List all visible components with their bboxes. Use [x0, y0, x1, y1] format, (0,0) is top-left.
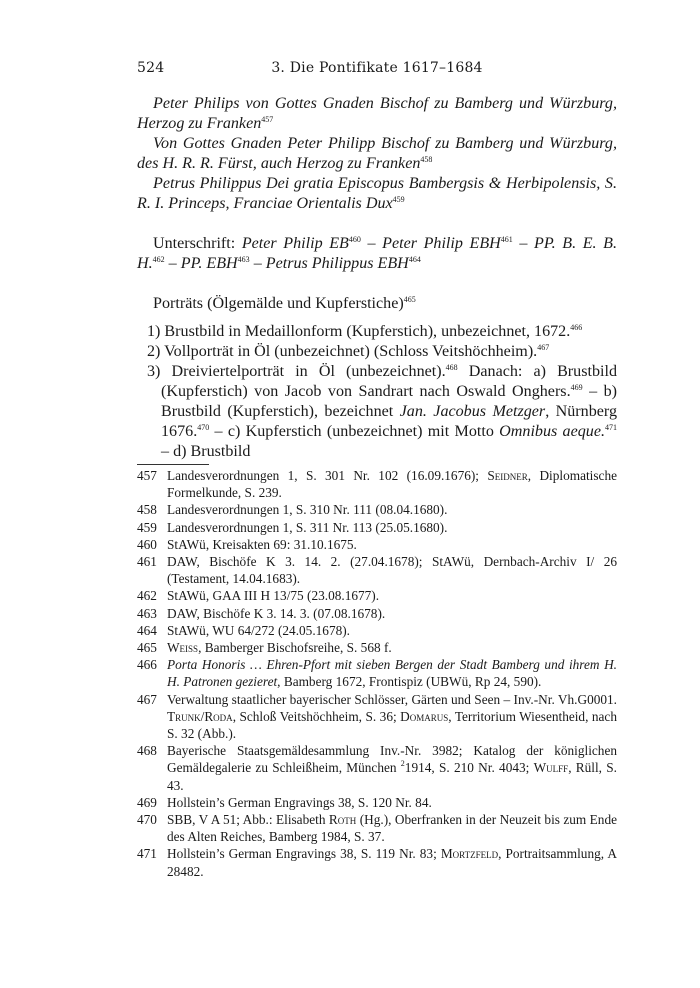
spacer [137, 214, 617, 234]
footnote-457: 457 Landesverordnungen 1, S. 301 Nr. 102 (16.09.1676); Seidner, Diplomatische Formelkunde, S. 239. [137, 468, 617, 501]
footnote-458: 458 Landesverordnungen 1, S. 310 Nr. 111 (08.04.1680). [137, 502, 448, 518]
footnote-461: 461 DAW, Bischöfe K 3. 14. 2. (27.04.1678); StAWü, Dernbach-Archiv I/ 26 (Testament, 14.04.1683). [137, 554, 617, 587]
footnote-470: 470 SBB, V A 51; Abb.: Elisabeth Roth (Hg.), Oberfranken in der Neuzeit bis zum Ende des Alten Reiches, Bamberg 1984, S. 37. [137, 812, 617, 845]
footnote-459: 459 Landesverordnungen 1, S. 311 Nr. 113 (25.05.1680). [137, 519, 448, 535]
footnote-466: 466 Porta Honoris … Ehren-Pfort mit sieben Bergen der Stadt Bamberg und ihrem H. H. Patronen gezieret, Bamberg 1672, Frontispiz (UBWü, Rp 24, 590). [137, 657, 617, 690]
title-variant-1: Peter Philips von Gottes Gnaden Bischof zu Bamberg und Würzburg, Herzog zu Franken$^{457}$ [137, 95, 617, 132]
footnote-468: 468 Bayerische Staatsgemäldesammlung Inv.-Nr. 3982; Katalog der königlichen Gemäldegalerie zu Schleißheim, München $^2$1914, S. 210 Nr. 4043; Wulff, Rüll, S. 43. [137, 743, 617, 793]
portrait-item-2: 2) Vollporträt in Öl (unbezeichnet) (Schloss Veitshöchheim).$^{467}$ [147, 343, 550, 360]
footnote-465: 465 Weiss, Bamberger Bischofsreihe, S. 568 f. [137, 640, 392, 656]
spacer [137, 314, 617, 322]
portrait-item-1: 1) Brustbild in Medaillonform (Kupferstich), unbezeichnet, 1672.$^{466}$ [147, 323, 583, 340]
footnote-471: 471 Hollstein’s German Engravings 38, S. 119 Nr. 83; Mortzfeld, Portraitsammlung, A 28482. [137, 846, 617, 879]
title-variant-3: Petrus Philippus Dei gratia Episcopus Bambergsis & Herbipolensis, S. R. I. Princeps, Franciae Orientalis Dux$^{459}$ [137, 175, 617, 212]
main-text [137, 94, 617, 462]
footnote-463: 463 DAW, Bischöfe K 3. 14. 3. (07.08.1678). [137, 605, 386, 621]
footnote-rule [137, 464, 209, 465]
footnote-462: 462 StAWü, GAA III H 13/75 (23.08.1677). [137, 588, 380, 604]
footnote-464: 464 StAWü, WU 64/272 (24.05.1678). [137, 622, 350, 638]
portraits-heading: Porträts (Ölgemälde und Kupferstiche)$^{465}$ [153, 295, 416, 312]
footnote-467: 467 Verwaltung staatlicher bayerischer Schlösser, Gärten und Seen – Inv.-Nr. Vh.G0001. Trunk/Roda, Schloß Veitshöchheim, S. 36; Domarus, Territorium Wiesentheid, nach S. 32 (Abb.). [137, 691, 617, 742]
running-header [137, 60, 617, 80]
running-title: 3. Die Pontifikate 1617–1684 [271, 60, 483, 76]
title-variant-2: Von Gottes Gnaden Peter Philipp Bischof zu Bamberg und Würzburg, des H. R. R. Fürst, auch Herzog zu Franken$^{458}$ [137, 135, 617, 172]
portrait-item-3: 3) Dreiviertelporträt in Öl (unbezeichnet).$^{468}$ Danach: a) Brustbild (Kupferstich) von Jacob von Sandrart nach Oswald Onghers.$^{469}$ – b) Brustbild (Kupferstich), bezeichnet Jan. Jacobus Metzger, Nürnberg 1676.$^{470}$ – c) Kupferstich (unbezeichnet) mit Motto Omnibus aeque.$^{471}$ – d) Brustbild [147, 363, 618, 460]
spacer [137, 274, 617, 294]
page-number: 524 [137, 60, 165, 76]
footnote-460: 460 StAWü, Kreisakten 69: 31.10.1675. [137, 536, 357, 552]
footnote-469: 469 Hollstein’s German Engravings 38, S. 120 Nr. 84. [137, 794, 432, 810]
footnotes [137, 467, 617, 880]
signature-line: Unterschrift: Peter Philip EB$^{460}$ – Peter Philip EBH$^{461}$ – PP. B. E. B. H.$^{462}$ – PP. EBH$^{463}$ – Petrus Philippus EBH$^{464}$ [137, 235, 618, 272]
